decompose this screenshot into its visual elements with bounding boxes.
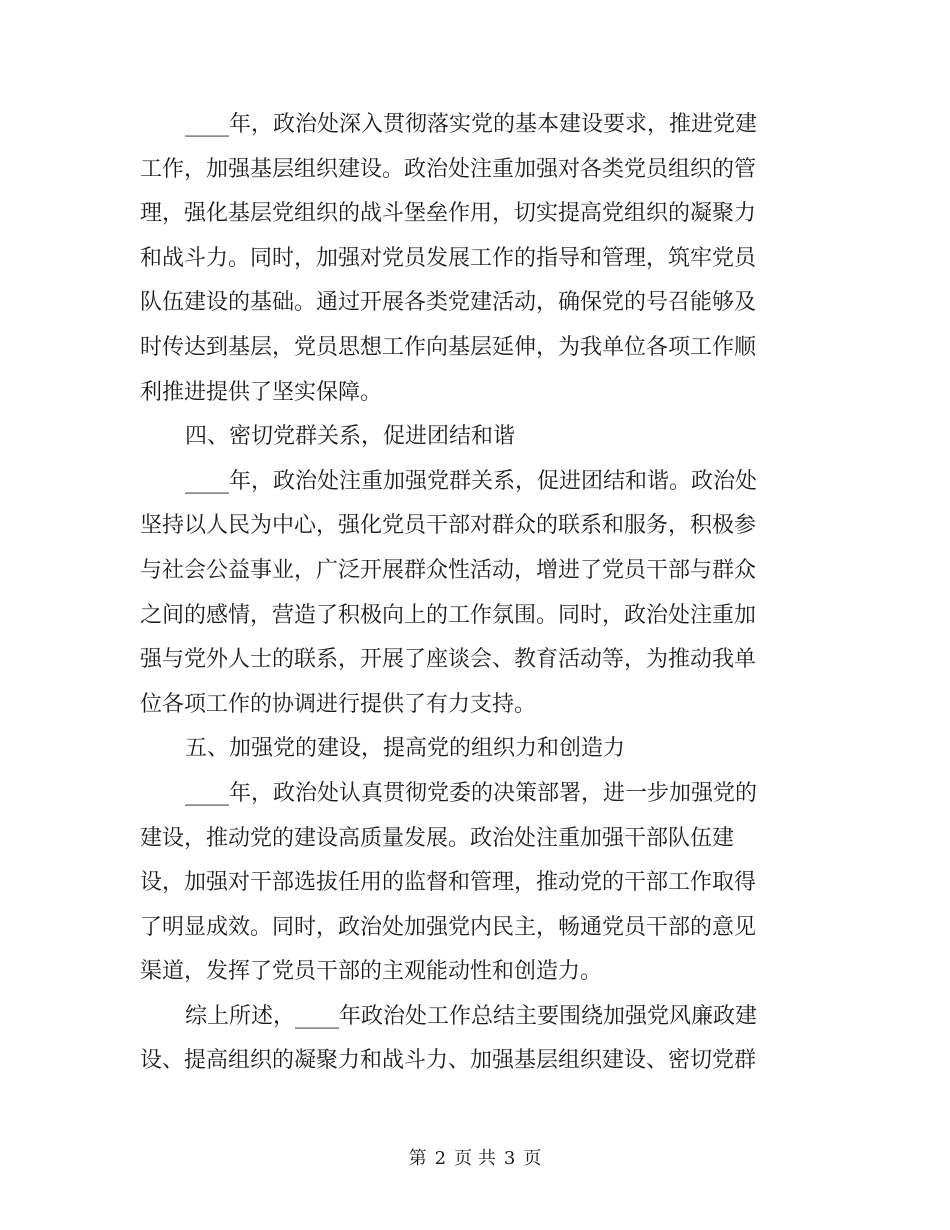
paragraph-line: 渠道，发挥了党员干部的主观能动性和创造力。 xyxy=(140,959,603,985)
paragraph-line: 建设，推动党的建设高质量发展。政治处注重加强干部队伍建 xyxy=(140,825,735,851)
paragraph-line: 理，强化基层党组织的战斗堡垒作用，切实提高党组织的凝聚力 xyxy=(140,201,757,227)
paragraph-line: 与社会公益事业，广泛开展群众性活动，增进了党员干部与群众 xyxy=(140,557,757,583)
paragraph-line: ____年，政治处注重加强党群关系，促进团结和谐。政治处 xyxy=(185,468,758,494)
paragraph-line: 强与党外人士的联系，开展了座谈会、教育活动等，为推动我单 xyxy=(140,647,757,673)
total-pages-number: 3 xyxy=(503,1148,516,1169)
paragraph-line: 利推进提供了坚实保障。 xyxy=(140,379,383,405)
page-label-prefix: 第 xyxy=(408,1148,427,1169)
paragraph-line: 位各项工作的协调进行提供了有力支持。 xyxy=(140,691,537,717)
paragraph-line: 设、提高组织的凝聚力和战斗力、加强基层组织建设、密切党群 xyxy=(140,1048,757,1074)
page-footer xyxy=(0,1147,950,1171)
document-body xyxy=(140,103,800,1084)
paragraph-line: 队伍建设的基础。通过开展各类党建活动，确保党的号召能够及 xyxy=(140,290,757,316)
paragraph-line: 坚持以人民为中心，强化党员干部对群众的联系和服务，积极参 xyxy=(140,513,757,539)
section-heading: 五、加强党的建设，提高党的组织力和创造力 xyxy=(185,736,626,762)
section-heading: 四、密切党群关系，促进团结和谐 xyxy=(185,424,516,450)
paragraph-line: 设，加强对干部选拔任用的监督和管理，推动党的干部工作取得 xyxy=(140,870,757,896)
paragraph-line: ____年，政治处深入贯彻落实党的基本建设要求，推进党建 xyxy=(185,112,758,137)
paragraph-line: 工作，加强基层组织建设。政治处注重加强对各类党员组织的管 xyxy=(140,156,757,182)
paragraph-line: 时传达到基层，党员思想工作向基层延伸，为我单位各项工作顺 xyxy=(140,334,757,360)
paragraph-line: 和战斗力。同时，加强对党员发展工作的指导和管理，筑牢党员 xyxy=(140,245,757,271)
paragraph-line: ____年，政治处认真贯彻党委的决策部署，进一步加强党的 xyxy=(185,780,758,806)
current-page-number: 2 xyxy=(434,1148,447,1169)
paragraph-line: 了明显成效。同时，政治处加强党内民主，畅通党员干部的意见 xyxy=(140,914,757,940)
paragraph-line: 之间的感情，营造了积极向上的工作氛围。同时，政治处注重加 xyxy=(140,602,757,628)
page-label-suffix: 页 xyxy=(523,1148,542,1169)
page-label-mid: 页 共 xyxy=(454,1148,496,1169)
paragraph-line: 综上所述，____年政治处工作总结主要围绕加强党风廉政建 xyxy=(185,1003,758,1029)
